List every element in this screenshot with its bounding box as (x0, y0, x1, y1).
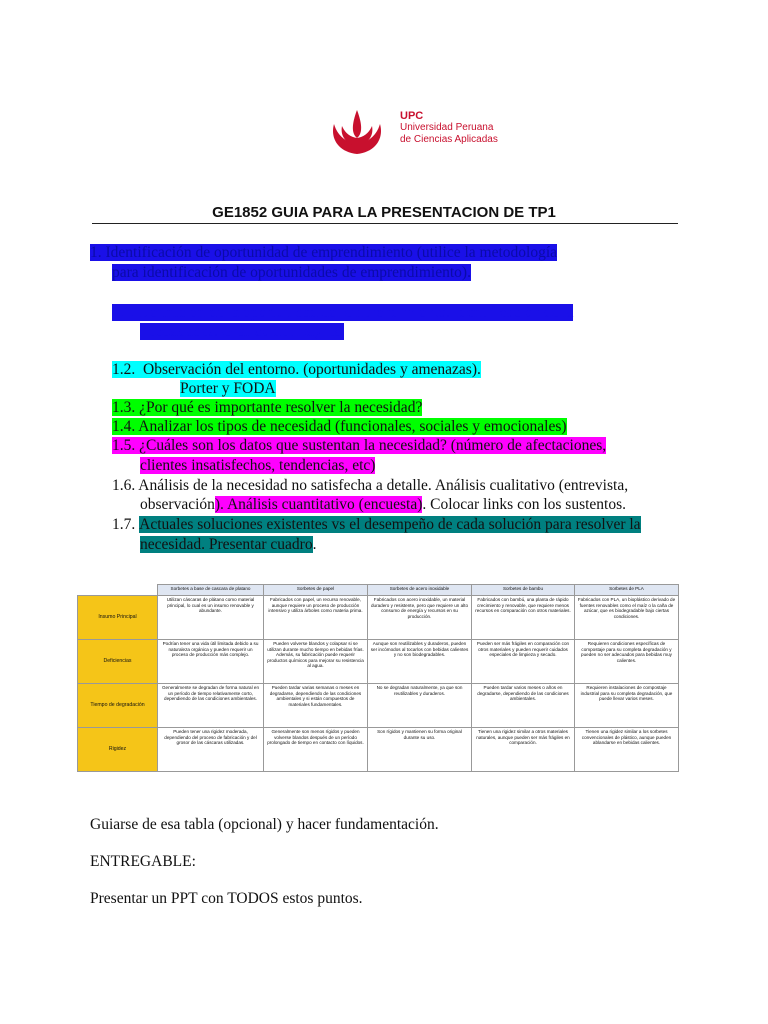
table-cell: Fabricados con papel, un recurso renovable, aunque requiere un proceso de producción intensivo y utiliza árboles como materia prima. (264, 596, 368, 640)
guide-text: Guiarse de esa tabla (opcional) y hacer fundamentación. (90, 816, 439, 833)
item-1-5-line-2: clientes insatisfechos, tendencias, etc) (140, 457, 376, 474)
table-cell: Pueden tardar varios meses o años en degradarse, dependiendo de las condiciones ambientales. (472, 684, 575, 728)
item-1-line-2: para identificación de oportunidades de emprendimiento). (112, 264, 471, 281)
table-cell: Tienen una rigidez similar a los sorbetes convencionales de plástico, aunque pueden ablandarse en bebidas calientes. (575, 728, 679, 772)
item-1-7-line-2: necesidad. Presentar cuadro. (140, 536, 317, 553)
table-corner (78, 585, 158, 596)
document-title: GE1852 GUIA PARA LA PRESENTACION DE TP1 (212, 204, 556, 221)
table-cell: Generalmente son menos rígidos y pueden volverse blandos después de un período prolongado de tiempo en contacto con líquidos. (264, 728, 368, 772)
table-header: Sorbetes de papel (264, 585, 368, 596)
logo-line-2: de Ciencias Aplicadas (400, 134, 498, 145)
comparison-table (77, 584, 679, 772)
table-row (78, 596, 679, 640)
row-label: Insumo Principal (78, 596, 158, 640)
table-cell: Podrían tener una vida útil limitada debido a su naturaleza orgánica y pueden requerir un proceso de producción más complejo. (158, 640, 264, 684)
item-1-1-line-2: necesidades. Gráfico de Insights. (140, 323, 345, 340)
item-1-7-line-1: 1.7. Actuales soluciones existentes vs el desempeño de cada solución para resolver la (112, 516, 641, 533)
table-cell: Tienen una rigidez similar a otros materiales naturales, aunque pueden ser más frágiles en comparación. (472, 728, 575, 772)
upc-flame-icon (328, 104, 386, 156)
table-cell: Son rígidos y mantienen su forma original durante su uso. (368, 728, 472, 772)
table-header-row (78, 585, 679, 596)
table-cell: Utilizan cáscaras de plátano como material principal, lo cual es un insumo renovable y abundante. (158, 596, 264, 640)
logo-acronym: UPC (400, 110, 424, 122)
item-1-1-line-1: 1.1. Definición de la oportunidad del emprendimiento. Identificación de la (112, 304, 574, 321)
table-row (78, 728, 679, 772)
row-label: Deficiencias (78, 640, 158, 684)
table-header: Sorbetes de PLA (575, 585, 679, 596)
upc-logo (328, 104, 548, 156)
table-cell: Requieren condiciones específicas de compostaje para su completa degradación y pueden no ser adecuados para bebidas muy calientes. (575, 640, 679, 684)
table-cell: Generalmente se degradan de forma natural en un período de tiempo relativamente corto, dependiendo de las condiciones ambientales. (158, 684, 264, 728)
table-header: Sorbetes de bambu (472, 585, 575, 596)
table-cell: Pueden volverse blandos y colapsar si se utilizan durante mucho tiempo en bebidas frías. Además, su fabricación puede requerir productos químicos para mejorar su resistencia al agua. (264, 640, 368, 684)
item-1-5-line-1: 1.5. ¿Cuáles son los datos que sustentan la necesidad? (número de afectaciones, (112, 437, 607, 454)
table-cell: Fabricados con PLA, un bioplástico derivado de fuentes renovables como el maíz o la caña de azúcar, que es biodegradable bajo ciertas condiciones. (575, 596, 679, 640)
table-row (78, 684, 679, 728)
item-1-3: 1.3. ¿Por qué es importante resolver la necesidad? (112, 399, 423, 416)
table-cell: Fabricados con acero inoxidable, un material duradero y resistente, pero que requiere un alto consumo de energía y recursos en su producción. (368, 596, 472, 640)
table-cell: Aunque son reutilizables y duraderos, pueden ser incómodos al tocarlos con bebidas calientes y no son biodegradables. (368, 640, 472, 684)
item-1-4: 1.4. Analizar los tipos de necesidad (funcionales, sociales y emocionales) (112, 418, 567, 435)
table-cell: Requieren instalaciones de compostaje industrial para su completa degradación, que puede llevar varios meses. (575, 684, 679, 728)
item-1-6-line-1: 1.6. Análisis de la necesidad no satisfecha a detalle. Análisis cualitativo (entrevista, (112, 477, 629, 494)
logo-text (400, 110, 498, 146)
row-label: Rigidez (78, 728, 158, 772)
deliverable-text: Presentar un PPT con TODOS estos puntos. (90, 890, 363, 907)
table-cell: Pueden ser más frágiles en comparación con otros materiales y pueden requerir cuidados especiales de limpieza y secado. (472, 640, 575, 684)
deliverable-title: ENTREGABLE: (90, 853, 196, 870)
row-label: Tiempo de degradación (78, 684, 158, 728)
table-cell: Pueden tardar varias semanas o meses en degradarse, dependiendo de las condiciones ambientales y si están compuestos de materiales fundamentales. (264, 684, 368, 728)
table-row (78, 640, 679, 684)
table-cell: Pueden tener una rigidez moderada, dependiendo del proceso de fabricación y del grosor de las cáscaras utilizadas. (158, 728, 264, 772)
logo-line-1: Universidad Peruana (400, 122, 494, 133)
table-header: Sorbetes a base de cascara de platano (158, 585, 264, 596)
table-cell: No se degradan naturalmente, ya que son reutilizables y duraderos. (368, 684, 472, 728)
item-1-6-line-2: observación). Análisis cuantitativo (encuesta). Colocar links con los sustentos. (140, 496, 627, 513)
table-header: Sorbetes de acero inoxidable (368, 585, 472, 596)
item-1-2-sub: Porter y FODA (180, 380, 276, 397)
item-1-line-1: 1. Identificación de oportunidad de emprendimiento (utilice la metodología (90, 244, 558, 261)
title-rule (92, 223, 678, 224)
item-1-2: 1.2. Observación del entorno. (oportunidades y amenazas). (112, 361, 481, 378)
table-cell: Fabricados con bambú, una planta de rápido crecimiento y renovable, que requiere menos recursos en comparación con otros materiales. (472, 596, 575, 640)
